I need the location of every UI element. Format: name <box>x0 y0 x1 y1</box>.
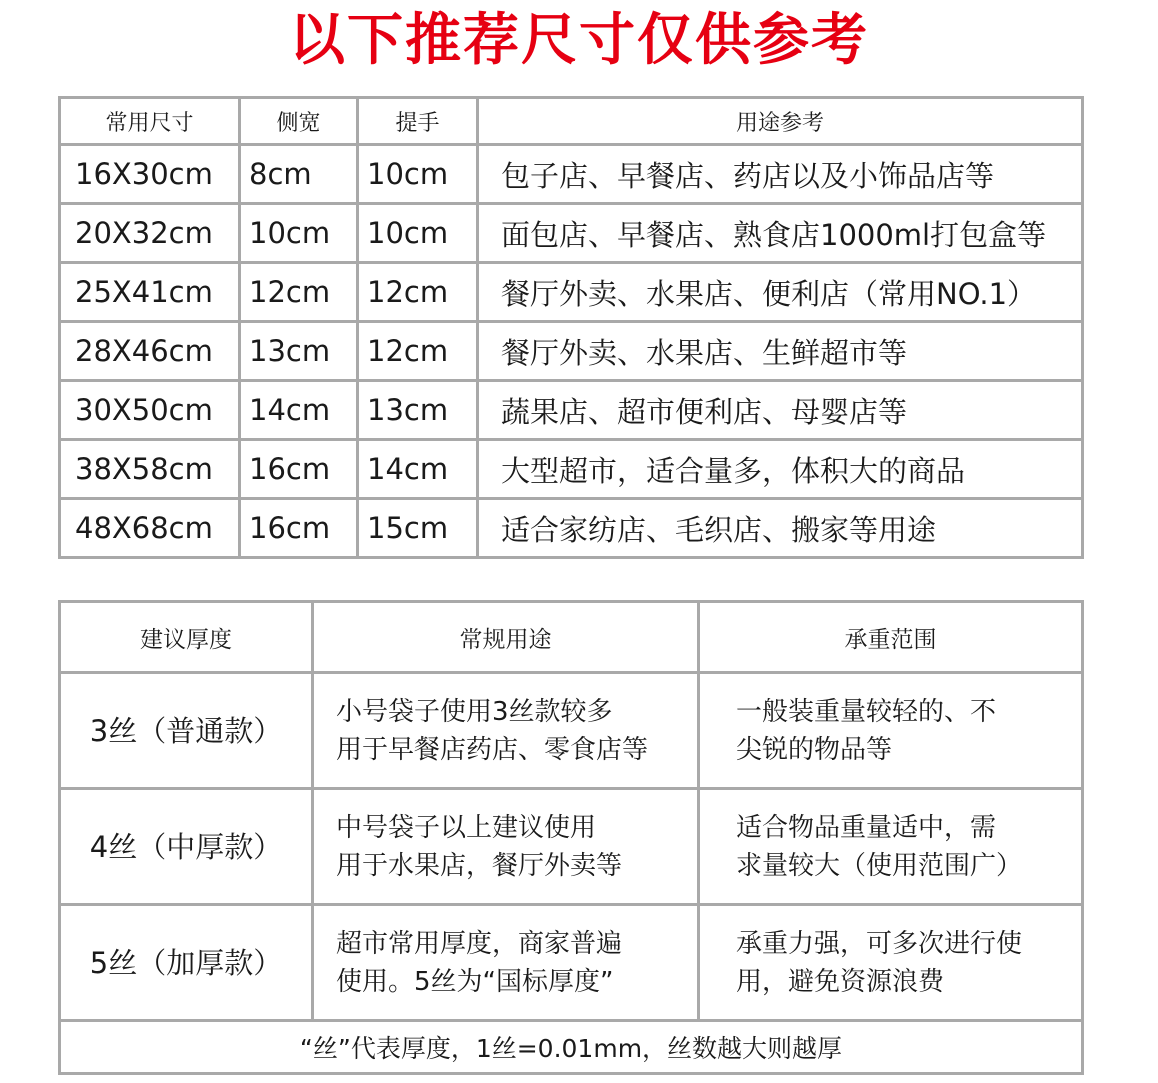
load-line: 用，避免资源浪费 <box>736 966 945 997</box>
usage-cell: 餐厅外卖、水果店、便利店（常用NO.1） <box>478 263 1083 322</box>
thickness-recommendation-table <box>58 600 1084 1075</box>
thickness-level-cell: 3丝（普通款） <box>60 673 313 789</box>
handle-cell: 10cm <box>358 204 478 263</box>
table-row <box>60 440 1083 499</box>
table-row <box>60 673 1083 789</box>
table-row <box>60 204 1083 263</box>
header-load-range: 承重范围 <box>699 602 1083 673</box>
side-width-cell: 13cm <box>240 322 358 381</box>
side-width-cell: 16cm <box>240 499 358 558</box>
table-row <box>60 381 1083 440</box>
handle-cell: 12cm <box>358 322 478 381</box>
handle-cell: 15cm <box>358 499 478 558</box>
header-handle: 提手 <box>358 98 478 145</box>
load-line: 求量较大（使用范围广） <box>736 850 1023 881</box>
load-cell <box>699 905 1083 1021</box>
handle-cell: 13cm <box>358 381 478 440</box>
table-row <box>60 263 1083 322</box>
handle-cell: 12cm <box>358 263 478 322</box>
table-row <box>60 789 1083 905</box>
size-table-header <box>60 98 1083 145</box>
thickness-footnote-row <box>60 1021 1083 1074</box>
table-row <box>60 145 1083 204</box>
size-recommendation-table <box>58 96 1084 559</box>
handle-cell: 10cm <box>358 145 478 204</box>
size-cell: 30X50cm <box>60 381 240 440</box>
size-cell: 16X30cm <box>60 145 240 204</box>
size-cell: 20X32cm <box>60 204 240 263</box>
side-width-cell: 16cm <box>240 440 358 499</box>
size-cell: 48X68cm <box>60 499 240 558</box>
table-row <box>60 322 1083 381</box>
usage-line: 中号袋子以上建议使用 <box>336 812 597 843</box>
load-line: 承重力强，可多次进行使 <box>736 928 1023 959</box>
usage-cell: 大型超市，适合量多，体积大的商品 <box>478 440 1083 499</box>
load-line: 一般装重量较轻的、不 <box>736 696 997 727</box>
page-title: 以下推荐尺寸仅供参考 <box>289 8 869 73</box>
usage-line: 小号袋子使用3丝款较多 <box>336 696 613 727</box>
thickness-footnote: “丝”代表厚度，1丝=0.01mm，丝数越大则越厚 <box>60 1021 1083 1074</box>
side-width-cell: 12cm <box>240 263 358 322</box>
table-row <box>60 905 1083 1021</box>
usage-cell <box>313 905 699 1021</box>
load-cell <box>699 789 1083 905</box>
usage-cell: 适合家纺店、毛织店、搬家等用途 <box>478 499 1083 558</box>
header-side-width: 侧宽 <box>240 98 358 145</box>
usage-cell: 餐厅外卖、水果店、生鲜超市等 <box>478 322 1083 381</box>
thickness-table-header <box>60 602 1083 673</box>
header-suggested-thickness: 建议厚度 <box>60 602 313 673</box>
handle-cell: 14cm <box>358 440 478 499</box>
header-regular-usage: 常规用途 <box>313 602 699 673</box>
usage-cell: 蔬果店、超市便利店、母婴店等 <box>478 381 1083 440</box>
side-width-cell: 8cm <box>240 145 358 204</box>
usage-cell <box>313 673 699 789</box>
thickness-level-cell: 5丝（加厚款） <box>60 905 313 1021</box>
size-cell: 28X46cm <box>60 322 240 381</box>
usage-cell <box>313 789 699 905</box>
usage-line: 用于水果店，餐厅外卖等 <box>336 850 623 881</box>
load-line: 尖锐的物品等 <box>736 734 893 765</box>
usage-cell: 包子店、早餐店、药店以及小饰品店等 <box>478 145 1083 204</box>
header-usage-reference: 用途参考 <box>478 98 1083 145</box>
thickness-level-cell: 4丝（中厚款） <box>60 789 313 905</box>
table-row <box>60 499 1083 558</box>
side-width-cell: 10cm <box>240 204 358 263</box>
size-cell: 25X41cm <box>60 263 240 322</box>
usage-line: 使用。5丝为“国标厚度” <box>336 966 614 997</box>
load-line: 适合物品重量适中，需 <box>736 812 997 843</box>
usage-line: 超市常用厚度，商家普遍 <box>336 928 623 959</box>
size-cell: 38X58cm <box>60 440 240 499</box>
usage-line: 用于早餐店药店、零食店等 <box>336 734 649 765</box>
header-common-size: 常用尺寸 <box>60 98 240 145</box>
load-cell <box>699 673 1083 789</box>
side-width-cell: 14cm <box>240 381 358 440</box>
usage-cell: 面包店、早餐店、熟食店1000ml打包盒等 <box>478 204 1083 263</box>
